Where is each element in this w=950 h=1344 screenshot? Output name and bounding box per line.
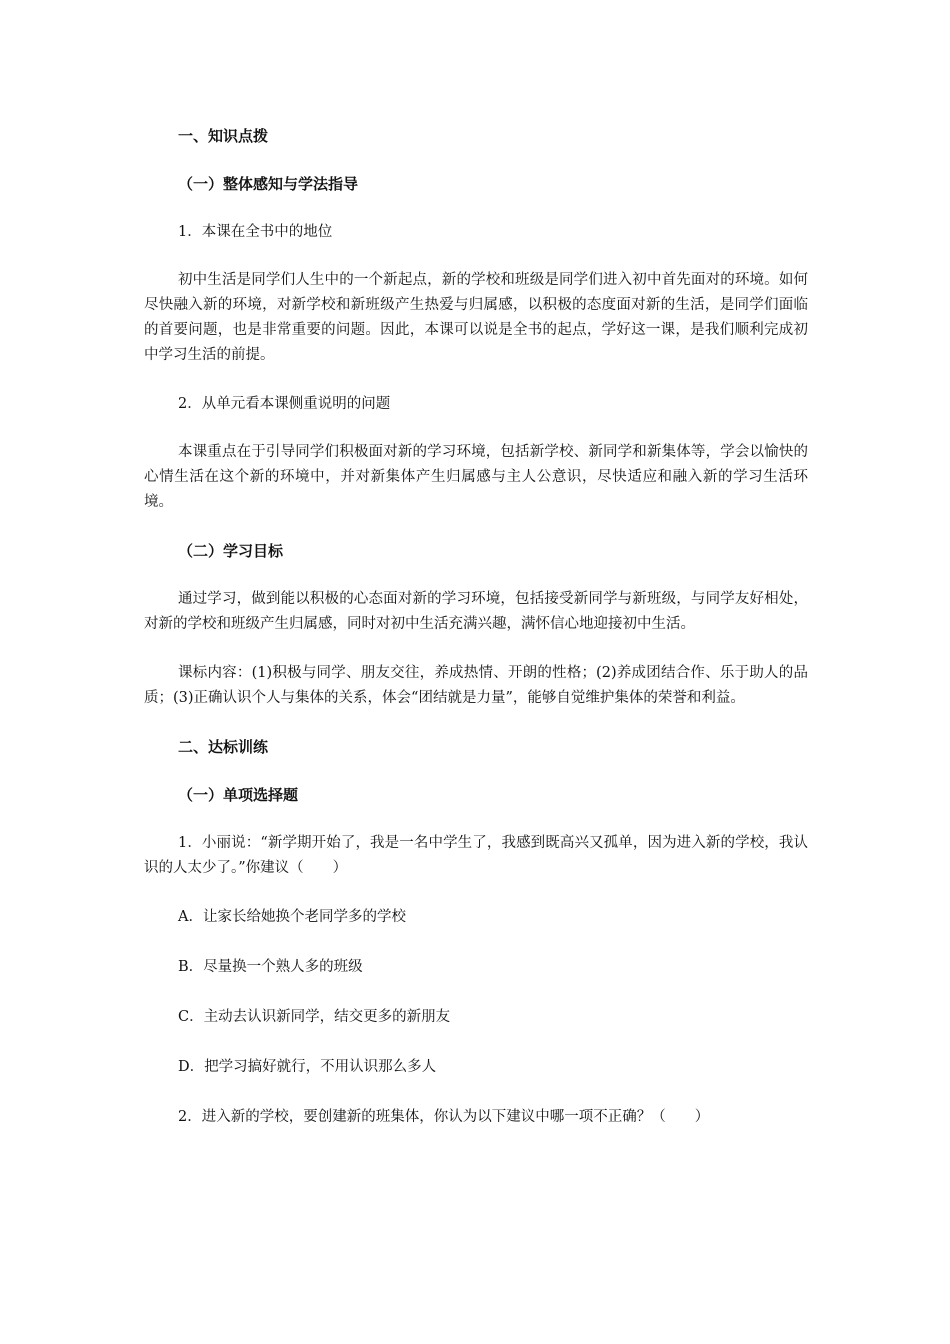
question-1-stem: 1．小丽说：“新学期开始了，我是一名中学生了，我感到既高兴又孤单，因为进入新的学校，我认识的人太少了。”你建议（ ） xyxy=(144,835,808,876)
paragraph-curriculum-standard: 课标内容：(1)积极与同学、朋友交往，养成热情、开朗的性格；(2)养成团结合作、乐于助人的品质；(3)正确认识个人与集体的关系，体会“团结就是力量”，能够自觉维护集体的荣誉和利益。 xyxy=(144,665,808,706)
paragraph-unit-focus: 本课重点在于引导同学们积极面对新的学习环境，包括新学校、新同学和新集体等，学会以愉快的心情生活在这个新的环境中，并对新集体产生归属感与主人公意识，尽快适应和融入新的学习生活环境。 xyxy=(144,444,808,510)
subsection-heading-overview: （一）整体感知与学法指导 xyxy=(178,175,359,193)
subsection-heading-single-choice: （一）单项选择题 xyxy=(178,786,299,804)
paragraph-position: 初中生活是同学们人生中的一个新起点，新的学校和班级是同学们进入初中首先面对的环境。如何尽快融入新的环境，对新学校和新班级产生热爱与归属感，以积极的态度面对新的生活，是同学们面临的首要问题，也是非常重要的问题。因此，本课可以说是全书的起点，学好这一课，是我们顺利完成初中学习生活的前提。 xyxy=(144,272,808,363)
question-1-option-b: B．尽量换一个熟人多的班级 xyxy=(178,959,363,975)
document-body xyxy=(144,124,808,1153)
section-heading-knowledge: 一、知识点拨 xyxy=(178,127,269,145)
question-1-option-d: D．把学习搞好就行，不用认识那么多人 xyxy=(178,1059,437,1075)
item-heading-unit-focus: 2．从单元看本课侧重说明的问题 xyxy=(178,396,391,412)
section-heading-training: 二、达标训练 xyxy=(178,738,269,756)
question-2-stem: 2．进入新的学校，要创建新的班集体，你认为以下建议中哪一项不正确？（ ） xyxy=(178,1109,710,1125)
item-heading-position: 1．本课在全书中的地位 xyxy=(178,224,333,240)
paragraph-goals: 通过学习，做到能以积极的心态面对新的学习环境，包括接受新同学与新班级，与同学友好相处，对新的学校和班级产生归属感，同时对初中生活充满兴趣，满怀信心地迎接初中生活。 xyxy=(144,591,808,632)
subsection-heading-goals: （二）学习目标 xyxy=(178,542,284,560)
question-1-option-c: C．主动去认识新同学，结交更多的新朋友 xyxy=(178,1009,451,1025)
question-1-option-a: A．让家长给她换个老同学多的学校 xyxy=(178,909,406,925)
